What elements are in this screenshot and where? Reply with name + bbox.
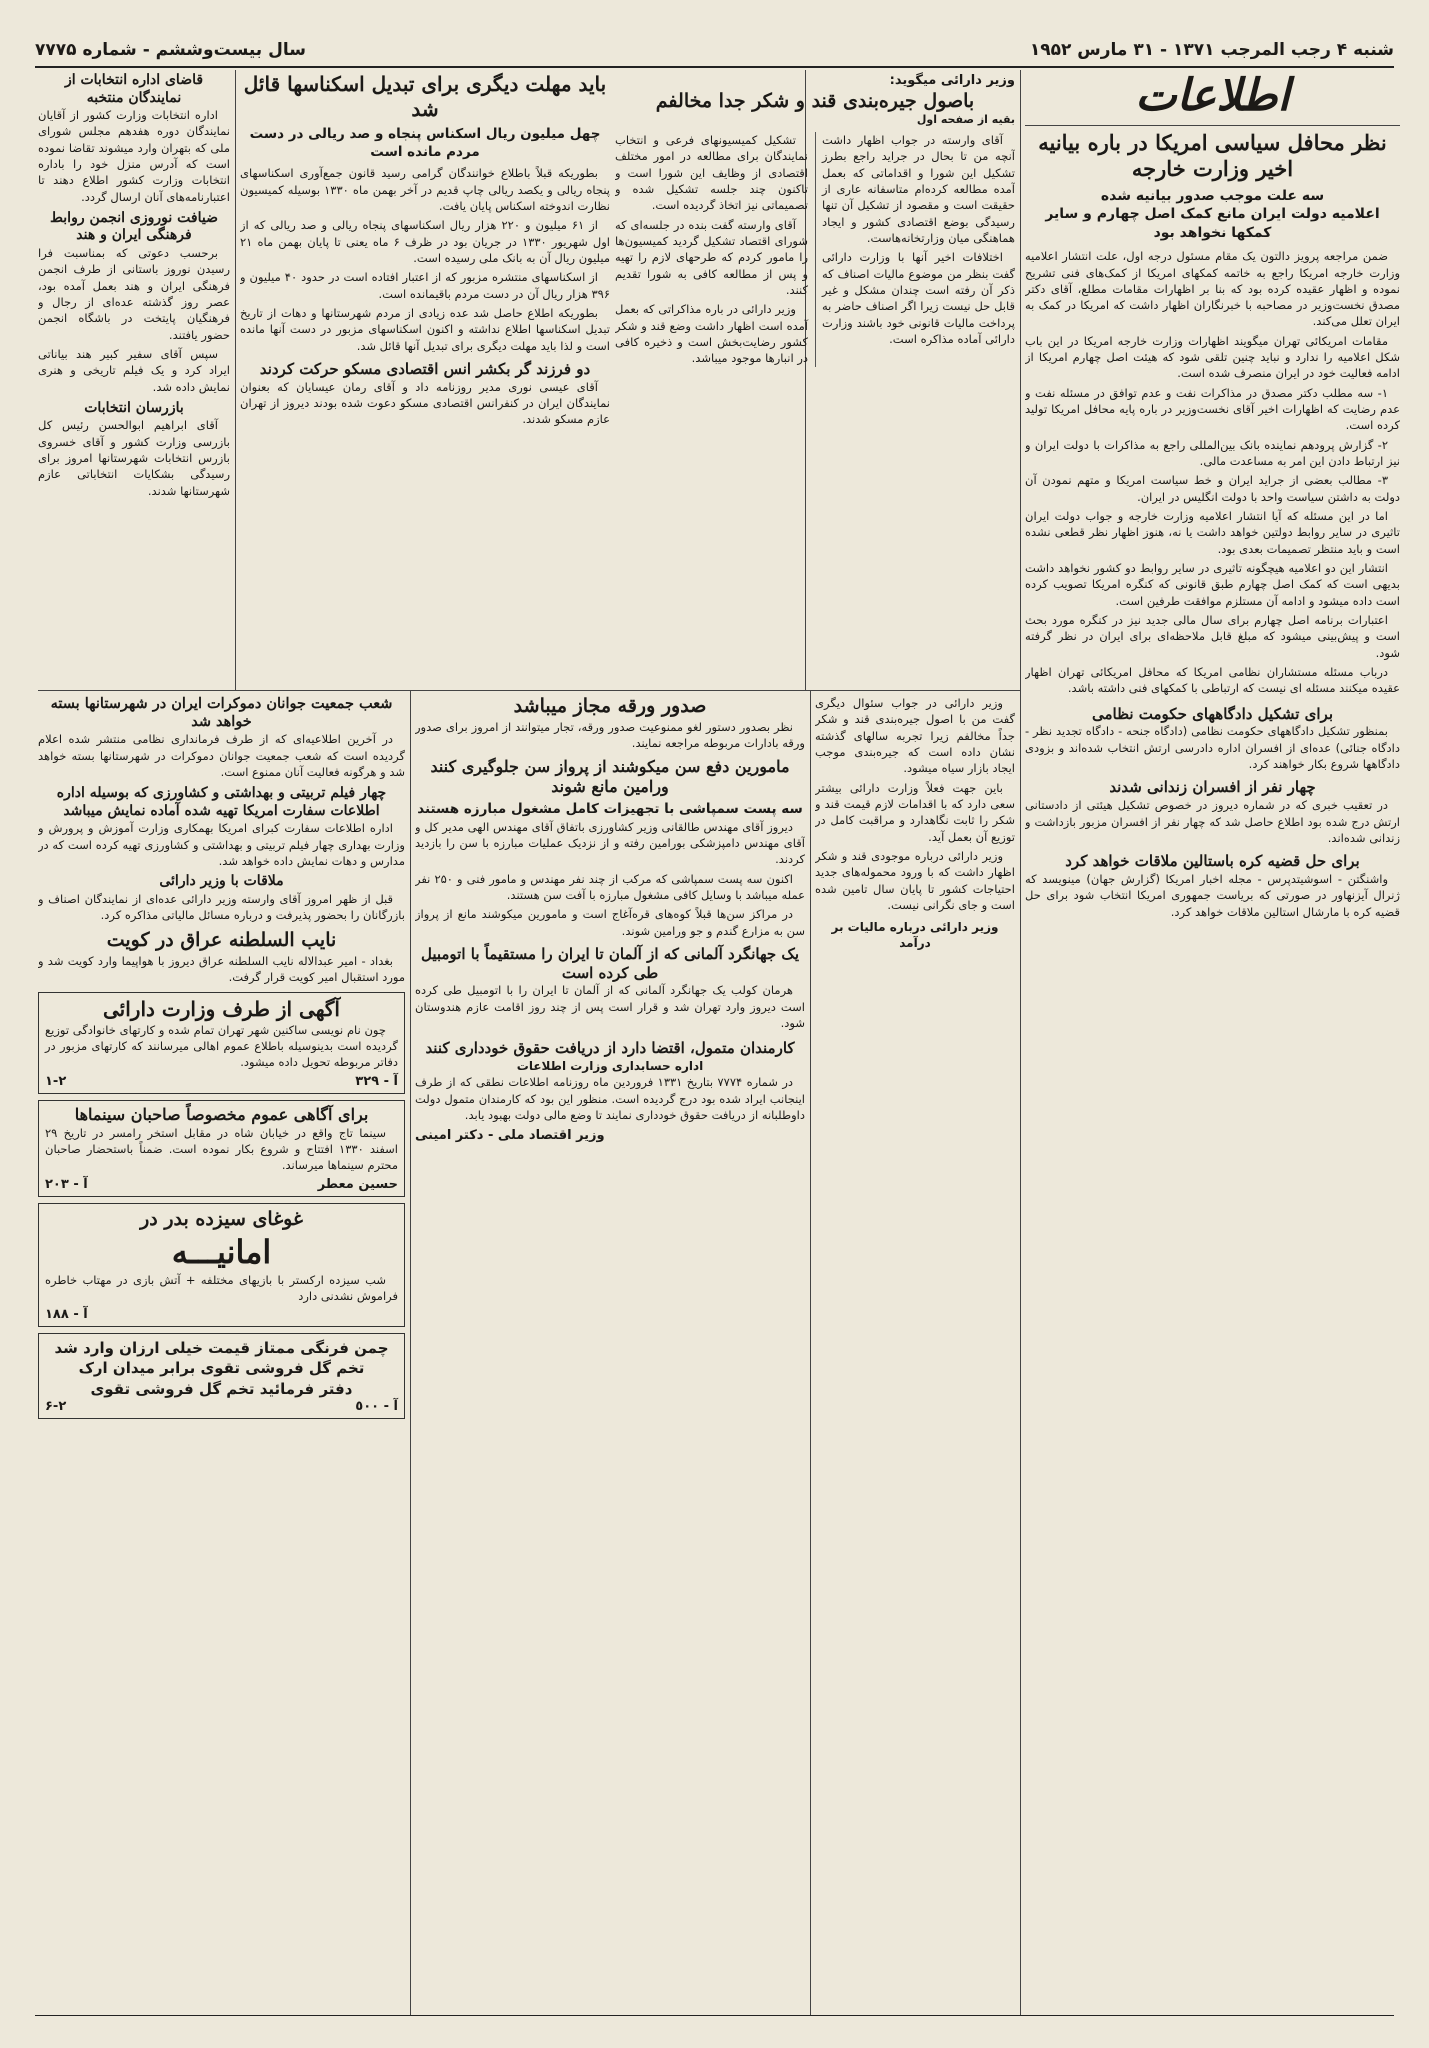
ad-body [45,1022,398,1071]
article-headline: شعب جمعیت جوانان دموکرات ایران در شهرستانها بسته خواهد شد [50,695,393,731]
article-body [38,417,230,499]
article-body [240,165,610,354]
paragraph: در مراکز سن‌ها قبلاً کوه‌های قره‌آغاج است و مامورین میکوشند مانع از پرواز سن به مزارع گندم و جو ورامین شوند. [415,907,805,938]
article-body [415,982,805,1031]
paragraph: باین جهت فعلاً وزارت دارائی بیشتر سعی دارد که با اقدامات لازم قیمت قند و شکر را ثابت نگاهدارد و مراقبت کامل در توزیع آن بعمل آید. [815,780,1015,844]
article-body [415,819,805,939]
ad-code [45,1399,398,1414]
paragraph: در تعقیب خبری که در شماره دیروز در خصوص تشکیل هیئتی از دادستانی ارتش درج شده بود اطلاع حاصل شد که چهار نفر از افسران مزبور بازداشت و زندانی شده‌اند. [1025,798,1400,845]
article-body [1025,871,1400,920]
main-headline: نظر محافل سیاسی امریکا در باره بیانیه اخیر وزارت خارجه [1038,130,1387,182]
paragraph: از اسکناسهای منتشره مزبور که از اعتبار افتاده است در حدود ۴۰ میلیون و ۳۹۶ هزار ریال آن در دست مردم باقیمانده است. [240,270,610,301]
paragraph: اداره اطلاعات سفارت کبرای امریکا بهمکاری وزارت آموزش و پرورش و وزارت بهداری چهار فیلم تربیتی و بهداشتی و کشاورزی تهیه کرده است که در مدارس و دهات نمایش داده خواهد شد. [38,821,405,868]
article-headline: صدور ورقه مجاز میباشد [513,695,707,717]
column-left-lower [38,695,405,2015]
sub-headline: اداره حسابداری وزارت اطلاعات [516,1059,704,1074]
column-rule [1020,70,1021,2015]
paragraph: برحسب دعوتی که بمناسبت فرا رسیدن نوروز باستانی از طرف انجمن فرهنگی ایران و هند بعمل آمده بود، عصر روز گذشته عده‌ای از رجال و فرهنگیان پایتخت در باشگاه انجمن حضور یافتند. [38,245,230,342]
paragraph: تشکیل کمیسیونهای فرعی و انتخاب نمایندگان برای مطالعه در امور مختلف اقتصادی از وظایف این شورا است و تاکنون چند جلسه تشکیل شده و تصمیماتی نیز اتخاذ گردیده است. [615,133,808,213]
article-headline: مامورین دفع سن میکوشند از پرواز سن جلوگیری کنند [430,757,790,777]
column-center [415,695,805,2015]
article-footer: وزیر دارائی درباره مالیات بر درآمد [831,920,999,951]
article-headline: یک جهانگرد آلمانی که از آلمان تا ایران را مستقیماً با اتومبیل طی کرده است [420,944,799,982]
paragraph: ضمن مراجعه پرویز دالتون یک مقام مسئول درجه اول، علت انتشار اعلامیه وزارت خارجه امریکا راجع به خاتمه کمکهای امریکا از کمک‌های فنی تشریح نموده و اظهار عقیده کرده بود که بنا بر اظهارات مقامات مطلع، آقای دکتر مصدق نخست‌وزیر در مصاحبه با خبرنگاران اظهار داشت که امریکا در کمک به ایران تعلل می‌کند. [1025,249,1400,329]
article-headline: بازرسان انتخابات [84,399,184,416]
article-kicker: وزیر دارائی میگوید: [889,73,1015,88]
column-foreign-news [1025,70,1400,2015]
paragraph: از ۶۱ میلیون و ۲۲۰ هزار ریال اسکناسهای پنجاه ریالی و صد ریالی که از اول شهریور ۱۳۳۰ در جریان بود در ظرف ۶ ماه یعنی تا پایان بهمن ماه ۲۱ میلیون ریال آن به بانک ملی رسیده است. [240,218,610,266]
paragraph: سپس آقای سفیر کبیر هند بیاناتی ایراد کرد و یک فیلم تاریخی و هنری نمایش داده شد. [38,346,230,394]
paragraph: اعتبارات برنامه اصل چهارم برای سال مالی جدید نیز در کنگره مورد بحث است و پیش‌بینی میشود که مبلغ قابل ملاحظه‌ای برای ایران در نظر گرفته شود. [1025,613,1400,660]
sub-headline: چهل میلیون ریال اسکناس پنجاه و صد ریالی در دست مردم مانده است [249,126,601,161]
paragraph: اختلافات اخیر آنها با وزارت دارائی گفت بنظر من موضوع مالیات اصناف که ذکر آن رفته است چندان مشکل و غیر قابل حل نیست زیرا اگر اصناف حاضر به پرداخت مالیات قانونی خود باشند وزارت دارائی آماده مذاکره است. [822,250,1015,347]
advertisement-lawn-seed [38,1333,405,1419]
paragraph: بغداد - امیر عبدالاله نایب السلطنه عراق دیروز با هواپیما وارد کویت شد و مورد استقبال امیر کویت قرار گرفت. [38,954,405,985]
paragraph: ۱- سه مطلب دکتر مصدق در مذاکرات نفت و عدم توافق در مسئله نفت و عدم رضایت که اظهارات اخیر آقای نخست‌وزیر در باره پایه محافل امریکا تولید کرده است. [1025,385,1400,433]
paragraph: سینما تاج واقع در خیابان شاه در مقابل استخر رامسر در تاریخ ۲۹ اسفند ۱۳۳۰ افتتاح و شروع بکار نموده است. ضمناً باستحضار صاحبان محترم سینماها میرساند. [45,1125,399,1173]
ad-code-right: آ - ٥٠٠ [355,1398,398,1414]
ad-code [45,1074,398,1089]
paragraph: آقای ابراهیم ابوالحسن رئیس کل بازرسی وزارت کشور و آقای خسروی بازرس انتخابات شهرستانها امروز برای رسیدگی بشکایات انتخاباتی عازم شهرستانها شدند. [38,418,230,498]
masthead-date: شنبه ۴ رجب المرجب ۱۳۷۱ - ۳۱ مارس ۱۹۵۲ [1029,40,1394,60]
article-headline: قاضای اداره انتخابات از نمایندگان منتخبه [64,72,204,106]
sub-headline: سه علت موجب صدور بیانیه شده [1100,187,1325,204]
article-headline: باصول جیره‌بندی قند و شکر جدا مخالفم [655,89,975,112]
paragraph: ۳- مطالب بعضی از جراید ایران و خط سیاست امریکا و متهم نمودن آن دولت به داشتن سیاست واحد با دولت انگلیس در ایران. [1025,473,1400,504]
paragraph: وزیر دارائی درباره موجودی قند و شکر اظهار داشت که با ورود محموله‌های جدید احتیاجات کشور تا پایان سال تامین شده است و جای نگرانی نیست. [815,848,1015,912]
article-headline: ضیافت نوروزی انجمن روابط فرهنگی ایران و هند [50,209,218,244]
article-body [38,731,405,780]
divider [1025,125,1400,126]
article-body [615,132,1015,367]
paragraph: چون نام نویسی ساکنین شهر تهران تمام شده و کارتهای خانوادگی توزیع گردیده است بدینوسیله باطلاع عموم اهالی میرسانند که کارتهای مزبور در دفاتر مربوطه تحویل داده میشود. [45,1022,398,1070]
article-body [815,695,1015,913]
paragraph: شب سیزده ارکستر با بازیهای مختلفه + آتش بازی در مهتاب خاطره فراموش نشدنی دارد [45,1272,398,1303]
ad-headline: غوغای سیزده بدر در [140,1207,303,1230]
ad-body [45,1125,398,1174]
ad-signature: حسین معطر [317,1176,398,1192]
article-body [415,719,805,752]
article-headline: چهار نفر از افسران زندانی شدند [1109,778,1316,797]
paragraph: قبل از ظهر امروز آقای وارسته وزیر دارائی عده‌ای از نمایندگان اصناف و بازرگانان را بحضور پذیرفت و درباره مسائل مالیاتی مذاکره کرد. [38,891,405,923]
article-headline: دو فرزند گر بکشر انس اقتصادی مسکو حرکت کردند [259,360,591,379]
ad-headline-large: امانیـــه [171,1232,272,1271]
paragraph: مقامات امریکائی تهران میگویند اظهارات وزارت خارجه امریکا در این باب شکل اعلامیه را ندارد و نباید چنین تلقی شود که هیئت اصل چهارم امریکا از ادامه فعالیت خود در ایران منصرف شده است. [1025,333,1400,381]
paragraph: نظر بصدور دستور لغو ممنوعیت صدور ورقه، تجار میتوانند از امروز برای صدور ورقه بادارات مربوطه مراجعه نمایند. [415,719,805,751]
column-sugar-continued [815,695,1015,2015]
paragraph: وزیر دارائی در باره مذاکراتی که بعمل آمده است اظهار داشت وضع قند و شکر کشور رضایت‌بخش است و ذخیره کافی در انبارها موجود میباشد. [615,302,808,366]
section-divider [38,690,1020,691]
paragraph: آقای وارسته گفت بنده در جلسه‌ای که شورای اقتصاد تشکیل گردید کمیسیون‌ها را مامور کردم که طرحهای لازم را تهیه و پس از مطالعه کافی به شورا تقدیم کنند. [615,217,808,298]
article-headline: کارمندان متمول، اقتضا دارد از دریافت حقوق خودداری کنند [425,1039,795,1058]
paragraph: آقای وارسته در جواب اظهار داشت آنچه من تا بحال در جراید راجع بطرز تشکیل این شورا و اقداماتی که بعمل آمده مطالعه کرده‌ام متاسفانه عاری از حقیقت است و مقصود از تشکیل آن تنها رسیدگی بوضع اقتصادی کشور و ایجاد هماهنگی میان وزارتخانه‌هاست. [822,133,1015,246]
paragraph: انتشار این دو اعلامیه هیچگونه تاثیری در سایر روابط دو کشور نخواهد داشت بدیهی است که کمک اصل چهارم طبق قانونی که کنگره امریکا تصویب کرده است داده میشود و ادامه آن مستلزم موافقت طرفین است. [1025,561,1400,608]
article-headline: برای حل قضیه کره باستالین ملاقات خواهد کرد [1065,852,1360,871]
article-body [1025,248,1400,697]
article-headline: ملاقات با وزیر دارائی [159,873,284,890]
ad-line: چمن فرنگی ممتاز قیمت خیلی ارزان وارد شد [54,1339,389,1358]
masthead-rule [35,66,1394,68]
column-election-office [38,72,230,687]
article-headline: برای تشکیل دادگاههای حکومت نظامی [1091,704,1333,723]
paragraph: اداره انتخابات وزارت کشور از آقایان نمایندگان دوره هفدهم مجلس شورای ملی که بتهران وارد میشوند تقاضا نموده است که آدرس منزل خود را باداره انتخابات وزارت کشور اطلاع دهند تا اعتبارنامه‌های آنان ارسال گردد. [38,108,230,204]
advertisement-cinema [38,1100,405,1197]
advertisement-amanieh [38,1203,405,1327]
masthead-line [35,40,1394,60]
paragraph: بمنظور تشکیل دادگاههای حکومت نظامی (دادگاه جنحه - دادگاه تجدید نظر - دادگاه جنائی) عده‌ای از افسران اداره دادرسی ارتش انتخاب شده‌اند و بزودی دادگاهها شروع بکار خواهند کرد. [1025,724,1400,772]
sub-headline: سه پست سمپاشی با تجهیزات کامل مشغول مبارزه هستند [417,801,803,818]
paragraph: ۲- گزارش پرودهم نماینده بانک بین‌المللی راجع به مذاکرات با دولت ایران و نیز ارتباط دادن این امر به مساعدت مالی. [1025,437,1400,469]
paragraph: در شماره ۷۷۷۴ بتاریخ ۱۳۳۱ فروردین ماه روزنامه اطلاعات نطقی که از طرف اینجانب ایراد شده بود درج گردیده است. منظور این بود که کارمندان متمول دولت داوطلبانه از دریافت حقوق خودداری نمایند تا وضع مالی دولت بهبود یابد. [415,1075,805,1122]
ad-body [45,1272,398,1305]
paragraph: در آخرین اطلاعیه‌ای که از طرف فرمانداری نظامی منتشر شده اعلام گردیده است که شعب جمعیت جوانان دموکرات در شهرستانها بسته خواهد شد و هرگونه فعالیت آنان ممنوع است. [38,732,405,779]
ad-line: دفتر فرمائید تخم گل فروشی تقوی [90,1379,353,1398]
article-body [38,891,405,924]
column-sugar-rationing [615,72,1015,687]
continued-note: بقیه از صفحه اول [916,113,1015,127]
advertisement-finance-ministry [38,992,405,1094]
paragraph: دیروز آقای مهندس طالقانی وزیر کشاورزی باتفاق آقای مهندس الهی مدیر کل و آقای مهندس دامپزشکی بورامین رفته و از نزدیک عملیات مبارزه با سن را بازدید کردند. [415,819,805,867]
ad-code-left: ۱-۲ [45,1073,67,1089]
ad-code-right: آ - ۳۲۹ [355,1073,398,1089]
article-body [38,107,230,205]
sub-headline: اعلامیه دولت ایران مانع کمک اصل چهارم و سایر کمکها نخواهد بود [1045,206,1380,242]
ad-code [45,1307,398,1322]
ad-code [45,1177,398,1192]
masthead-issue: سال بیست‌وششم - شماره ۷۷۷۵ [35,40,306,60]
paragraph: بطوریکه اطلاع حاصل شد عده زیادی از مردم شهرستانها و دهات از تاریخ تبدیل اسکناسها اطلاع نداشته و اکنون اسکناسهای مزبور در دست آنها مانده است و لذا باید مهلت دیگری برای تبدیل آنها قائل شد. [240,306,610,353]
article-body [38,820,405,869]
signature: وزیر اقتصاد ملی - دکتر امینی [415,1128,605,1144]
paragraph: اما در این مسئله که آیا انتشار اعلامیه وزارت خارجه و جواب دولت ایران تاثیری در سایر روابط دولتین خواهد داشت یا نه، هنوز اظهار نظر قطعی نشده است و باید منتظر تصمیمات بعدی بود. [1025,509,1400,556]
column-banknotes [240,72,610,687]
paragraph: درباب مسئله مستشاران نظامی امریکا که محافل امریکائی تهران اظهار عقیده میکنند مسئله ای نیست که ارتباطی با کمکهای فنی داشته باشد. [1025,665,1400,696]
ad-headline: آگهی از طرف وزارت دارائی [103,996,340,1021]
article-body [1025,797,1400,846]
column-rule [410,690,411,2015]
article-headline: چهار فیلم تربیتی و بهداشتی و کشاورزی که بوسیله اداره اطلاعات سفارت امریکا تهیه شده آماده نمایش میباشد [56,785,387,819]
article-body [415,1074,805,1123]
paragraph: واشنگتن - اسوشیتدپرس - مجله اخبار امریکا (گزارش جهان) مینویسد که ژنرال آیزنهاور در صورتی که بریاست جمهوری امریکا انتخاب شود برای حل قضیه کره با مارشال استالین ملاقات خواهد کرد. [1025,871,1400,919]
ad-code-left: ۶-۲ [45,1398,67,1414]
article-headline: باید مهلت دیگری برای تبدیل اسکناسها قائل شد [243,72,607,121]
paragraph: بطوریکه قبلاً باطلاع خوانندگان گرامی رسید قانون جمع‌آوری اسکناسهای پنجاه ریالی و یکصد ریالی چاپ قدیم در آخر بهمن ماه ۱۳۳۰ بوسیله کمیسیون نظارت اندوخته اسکناس پایان یافت. [240,166,610,214]
article-body [38,245,230,395]
article-body [1025,723,1400,772]
article-body [240,379,610,428]
article-headline: نایب السلطنه عراق در کویت [106,929,337,952]
column-rule [235,70,236,690]
paragraph: آقای عیسی نوری مدیر روزنامه داد و آقای رمان عیسایان که بعنوان نمایندگان ایران در کنفرانس اقتصادی مسکو دعوت شده بودند دیروز از تهران عازم مسکو شدند. [240,379,610,427]
column-rule [810,690,811,2015]
paragraph: اکنون سه پست سمپاشی که مرکب از چند نفر مهندس و مامور فنی و ۲۵۰ نفر عمله میباشد با وسایل کافی مشغول مبارزه با آفت سن هستند. [415,871,805,902]
newspaper-logo: اطلاعات [1135,70,1290,121]
article-body [38,953,405,986]
ad-line: تخم گل فروشی تقوی برابر میدان ارک [78,1359,365,1378]
paragraph: وزیر دارائی در جواب سئوال دیگری گفت من با اصول جیره‌بندی قند و شکر جداً مخالفم زیرا تجربه سالهای گذشته نشان داده است که جیره‌بندی موجب ایجاد بازار سیاه میشود. [815,696,1015,776]
ad-headline: برای آگاهی عموم مخصوصاً صاحبان سینماها [74,1104,369,1124]
bottom-rule [35,2015,1394,2016]
article-headline: ورامین مانع شوند [551,777,669,797]
ad-code-left: آ - ۱۸۸ [45,1307,88,1323]
ad-code-left: آ - ۲۰۳ [45,1176,88,1192]
paragraph: هرمان کولب یک جهانگرد آلمانی که از آلمان تا ایران را با اتومبیل طی کرده است دیروز وارد تهران شد و قرار است پس از چند روز اقامت عازم هندوستان شود. [415,983,805,1031]
